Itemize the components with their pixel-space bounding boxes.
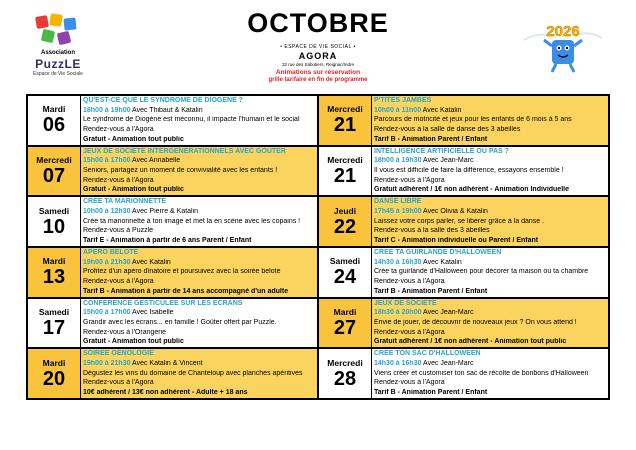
event-date-number: 21 xyxy=(333,164,357,187)
event-day: Mercredi xyxy=(36,154,72,165)
event-title: CONFÉRENCE GESTICULÉE SUR LES ÉCRANS xyxy=(83,299,243,307)
event-description: Le syndrome de Diogène est méconnu, il impacte l'humain et le social xyxy=(83,116,300,124)
event-date xyxy=(28,299,81,348)
event-time: 14h30 à 16h30 xyxy=(374,258,422,266)
event-date-number: 22 xyxy=(333,215,357,238)
event-date xyxy=(28,349,81,398)
event-fee: Gratuit - Animation tout public xyxy=(83,186,184,194)
event-fee: Tarif B - Animation Parent / Enfant xyxy=(374,135,488,143)
event-title: P'TITES JAMBES xyxy=(374,97,432,104)
event-date-number: 24 xyxy=(333,266,357,289)
event-body xyxy=(81,96,317,145)
event-title: CRÉE TON SAC D'HALLOWEEN xyxy=(374,350,481,358)
event-host: Avec Katalin xyxy=(421,258,462,266)
event-time-line xyxy=(83,208,315,216)
event-time: 19h00 à 21h30 xyxy=(83,359,131,367)
event-date xyxy=(319,147,372,196)
event-cell xyxy=(318,247,609,298)
event-fee: Tarif E - Animation à partir de 6 ans Parent / Enfant xyxy=(83,236,252,244)
event-place: Rendez-vous à Puzzle xyxy=(83,227,154,235)
event-fee: Gratuit - Animation tout public xyxy=(83,338,184,346)
event-description: Envie de jouer, de découvrir de nouveaux jeux ? On vous attend ! xyxy=(374,318,577,326)
event-date-number: 28 xyxy=(333,367,357,390)
event-day: Jeudi xyxy=(333,205,357,216)
event-time: 18h30 à 20h00 xyxy=(374,309,422,317)
event-cell xyxy=(318,146,609,197)
event-day: Mardi xyxy=(42,104,66,115)
event-place: Rendez-vous à l'Agora xyxy=(374,328,445,336)
event-fee: 10€ adhérent / 13€ non adhérent - Adulte + 18 ans xyxy=(83,388,248,396)
event-cell xyxy=(318,348,609,399)
event-time: 10h00 à 11h00 xyxy=(374,106,422,114)
event-body xyxy=(372,299,608,348)
event-title: JEUX DE SOCIÉTÉ xyxy=(374,299,437,307)
event-description: Seniors, partagez un moment de convivialité avec les enfants ! xyxy=(83,166,278,174)
event-time: 18h00 à 19h00 xyxy=(83,106,131,114)
event-fee: Gratuit adhérent / 1€ non adhérent - Animation Individuelle xyxy=(374,186,569,194)
event-time-line xyxy=(374,208,606,216)
event-description: Laissez votre corps parler, se libérer grâce à la danse . xyxy=(374,217,545,225)
event-title: CRÉE TA GUIRLANDE D'HALLOWEEN xyxy=(374,249,502,256)
event-day: Mercredi xyxy=(327,357,363,368)
event-host: Avec Jean-Marc xyxy=(421,309,474,317)
event-host: Avec Katalin & Vincent xyxy=(130,359,203,367)
event-body xyxy=(372,197,608,246)
event-time: 19h00 à 21h30 xyxy=(83,258,131,266)
event-day: Samedi xyxy=(329,256,361,267)
event-time-line xyxy=(374,259,606,267)
event-fee: Gratuit - Animation tout public xyxy=(83,135,184,143)
event-date xyxy=(319,299,372,348)
event-body xyxy=(81,147,317,196)
event-fee: Gratuit adhérent / 1€ non adhérent - Animation tout public xyxy=(374,338,567,346)
event-time: 15h00 à 17h00 xyxy=(83,309,131,317)
event-description: Viens créer et customiser ton sac de récolte de bonbons d'Halloween xyxy=(374,369,589,377)
notice-pricing: grille tarifaire en fin de programme xyxy=(268,77,368,83)
event-time-line xyxy=(83,107,315,115)
event-day: Mercredi xyxy=(327,154,363,165)
event-time: 10h00 à 12h30 xyxy=(83,207,131,215)
event-place: Rendez-vous à la salle des 3 abeilles xyxy=(374,227,490,235)
event-day: Samedi xyxy=(38,205,70,216)
event-host: Avec Katalin xyxy=(421,106,462,114)
event-date-number: 21 xyxy=(333,114,357,137)
event-title: QU'EST-CE QUE LE SYNDROME DE DIOGÈNE ? xyxy=(83,97,243,104)
page-title: OCTOBRE xyxy=(247,8,389,38)
event-cell xyxy=(27,196,318,247)
event-title: INTELLIGENCE ARTIFICIELLE OU PAS ? xyxy=(374,147,509,155)
event-day: Mardi xyxy=(333,306,357,317)
mascot-year: 2026 xyxy=(546,23,580,40)
event-place: Rendez-vous à la salle de danse des 3 abeilles xyxy=(374,125,521,133)
event-title: APÉRO BELOTE xyxy=(83,249,139,256)
event-date-number: 20 xyxy=(42,367,66,390)
puzzle-mascot-icon xyxy=(518,10,608,76)
venue-name: AGORA xyxy=(298,51,338,61)
event-day: Mercredi xyxy=(327,104,363,115)
event-date-number: 17 xyxy=(42,316,66,339)
event-body xyxy=(372,96,608,145)
logo-name: PuzzLE xyxy=(35,57,81,71)
event-time-line xyxy=(83,157,315,165)
event-place: Rendez-vous à l'Agora xyxy=(83,125,154,133)
event-fee: Tarif B - Animation Parent / Enfant xyxy=(374,287,488,295)
event-date xyxy=(319,349,372,398)
event-fee: Tarif B - Animation à partir de 14 ans accompagné d'un adulte xyxy=(83,287,289,295)
event-fee: Tarif B - Animation Parent / Enfant xyxy=(374,388,488,396)
logo-tagline: Espace de Vie Sociale xyxy=(33,71,83,77)
event-time: 17h45 à 19h00 xyxy=(374,207,422,215)
event-cell xyxy=(27,95,318,146)
event-time-line xyxy=(374,309,606,317)
event-date-number: 06 xyxy=(42,114,66,137)
event-host: Avec Katalin xyxy=(130,258,171,266)
event-time-line xyxy=(374,107,606,115)
event-place: Rendez-vous à l'Orangerie xyxy=(83,328,167,336)
event-cell xyxy=(27,348,318,399)
event-body xyxy=(81,299,317,348)
event-time: 18h00 à 19h30 xyxy=(374,157,422,165)
event-body xyxy=(81,349,317,398)
event-time-line xyxy=(374,360,606,368)
event-host: Avec Thibaut & Katalin xyxy=(130,106,203,114)
event-description: Crée ta guirlande d'Halloween pour décorer ta maison ou ta chambre xyxy=(374,268,589,276)
event-day: Mardi xyxy=(42,357,66,368)
notice-reservation: Animations sur réservation xyxy=(275,69,361,76)
event-cell xyxy=(318,298,609,349)
event-cell xyxy=(27,298,318,349)
logo-association: Association xyxy=(40,50,75,56)
event-host: Avec Jean-Marc xyxy=(421,359,474,367)
event-title: CRÉE TA MARIONNETTE xyxy=(83,198,167,206)
event-place: Rendez-vous à l'Agora xyxy=(374,277,445,285)
event-cell xyxy=(27,247,318,298)
event-place: Rendez-vous à l'Agora xyxy=(83,176,154,184)
event-description: Parcours de motricité et jeux pour les enfants de 6 mois à 5 ans xyxy=(374,116,572,124)
event-host: Avec Jean-Marc xyxy=(421,157,474,165)
event-title: SOIRÉE OENOLOGIE xyxy=(83,350,154,358)
event-date-number: 10 xyxy=(42,215,66,238)
event-date xyxy=(319,248,372,297)
events-grid xyxy=(26,94,610,400)
event-description: Crée ta marionnette à ton image et met la en scène avec les copains ! xyxy=(83,217,301,225)
event-host: Avec Annabelle xyxy=(130,157,181,165)
event-date xyxy=(319,96,372,145)
event-date xyxy=(28,248,81,297)
event-cell xyxy=(27,146,318,197)
event-host: Avec Pierre & Katalin xyxy=(130,207,199,215)
event-place: Rendez-vous à l'Agora xyxy=(83,277,154,285)
venue-address: 32 rue des Sabotiers, Reignac/Indre xyxy=(281,62,355,67)
event-title: JEUX DE SOCIÉTÉ INTERGÉNÉRATIONNELS AVEC GOÛTER xyxy=(83,147,286,155)
event-date xyxy=(319,197,372,246)
event-cell xyxy=(318,196,609,247)
event-date xyxy=(28,197,81,246)
event-date-number: 07 xyxy=(42,164,66,187)
event-place: Rendez-vous à l'Agora xyxy=(374,176,445,184)
event-title: DANSE LIBRE xyxy=(374,198,422,206)
event-date xyxy=(28,147,81,196)
event-description: Il vous est difficile de faire la différence, essayons ensemble ! xyxy=(374,166,564,174)
event-time-line xyxy=(83,309,315,317)
event-description: Grandir avec les écrans... en famille ! Goûter offert par Puzzle. xyxy=(83,318,277,326)
event-body xyxy=(81,197,317,246)
event-place: Rendez-vous à l'Agora xyxy=(374,379,445,387)
event-time: 14h30 à 16h30 xyxy=(374,359,422,367)
event-description: Profitez d'un apéro dînatoire et poursuivez avec la soirée belote xyxy=(83,268,281,276)
event-place: Rendez-vous à l'Agora xyxy=(83,379,154,387)
event-host: Avec Olivia & Katalin xyxy=(421,207,488,215)
event-time: 15h00 à 17h00 xyxy=(83,157,131,165)
event-body xyxy=(372,147,608,196)
event-time-line xyxy=(83,360,315,368)
event-date xyxy=(28,96,81,145)
event-date-number: 27 xyxy=(333,316,357,339)
event-host: Avec Isabelle xyxy=(130,309,174,317)
event-description: Dégustez les vins du domaine de Chanteloup avec planches apéritives xyxy=(83,369,303,377)
event-fee: Tarif C - Animation individuelle ou Parent / Enfant xyxy=(374,236,539,244)
event-day: Mardi xyxy=(42,256,66,267)
event-date-number: 13 xyxy=(42,266,66,289)
event-cell xyxy=(318,95,609,146)
event-body xyxy=(372,248,608,297)
event-time-line xyxy=(374,157,606,165)
event-body xyxy=(81,248,317,297)
event-day: Samedi xyxy=(38,306,70,317)
event-body xyxy=(372,349,608,398)
subtitle-tag: • ESPACE DE VIE SOCIAL • xyxy=(280,44,356,50)
event-time-line xyxy=(83,259,315,267)
